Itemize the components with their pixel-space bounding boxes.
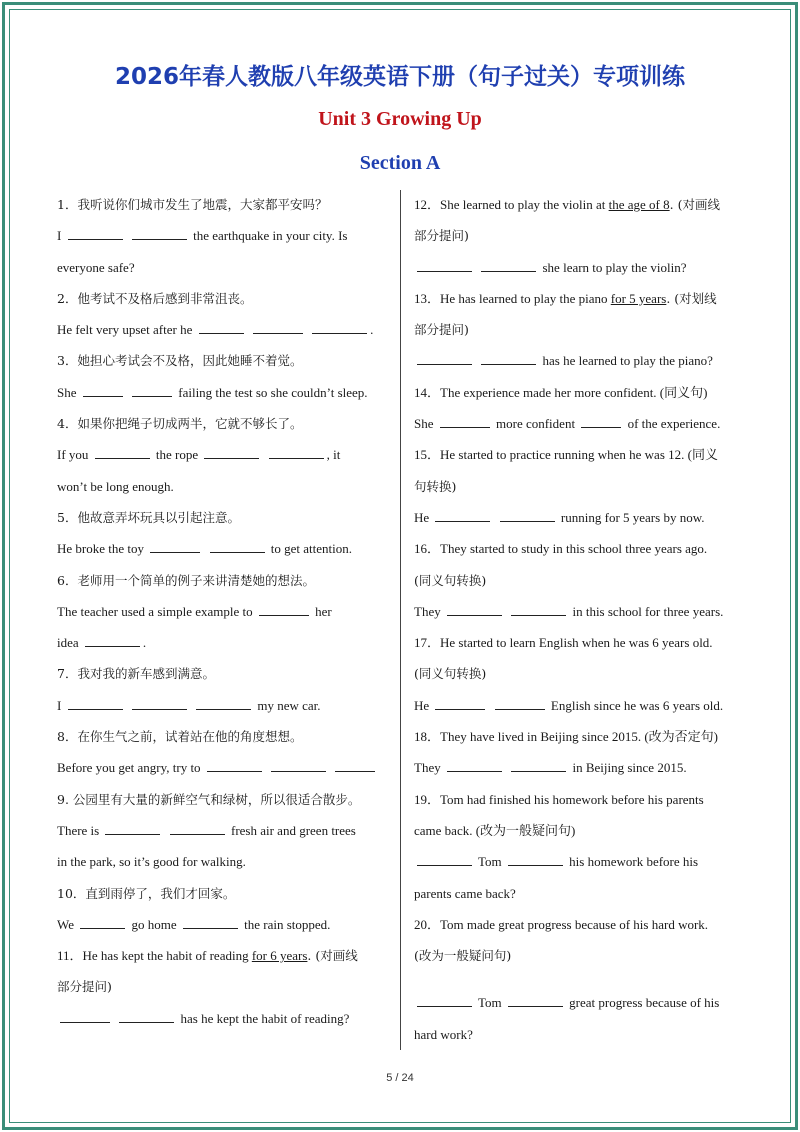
question-6-prompt: 6．老师用一个简单的例子来讲清楚她的想法。 — [57, 572, 315, 588]
answer-text: won’t be long enough. — [57, 478, 174, 494]
answer-blank[interactable] — [511, 759, 566, 772]
answer-text: I — [57, 228, 62, 244]
underlined-phrase: the age of 8 — [608, 197, 670, 212]
answer-text: in the park, so it’s good for walking. — [57, 854, 246, 870]
page-title: 2026年春人教版八年级英语下册（句子过关）专项训练 — [114, 64, 685, 90]
answer-text: his homework before his — [569, 854, 699, 870]
answer-text: She — [57, 384, 77, 400]
question-11-answer — [57, 1003, 387, 1034]
answer-text: English since he was 6 years old. — [550, 697, 724, 713]
question-1-prompt: 1．我听说你们城市发生了地震，大家都平安吗？ — [57, 197, 328, 212]
question-9-prompt: 9. 公园里有大量的新鲜空气和绿树，所以很适合散步。 — [57, 791, 361, 807]
unit-heading: Unit 3 Growing Up — [318, 108, 482, 130]
question-17-answer — [414, 690, 749, 721]
answer-text: Before you get angry, try to — [57, 760, 201, 776]
prompt-text: . (对划线 — [666, 290, 717, 306]
prompt-text: 12．She learned to play the violin at — [414, 197, 606, 212]
answer-blank[interactable] — [435, 509, 490, 522]
answer-blank[interactable] — [269, 446, 324, 459]
answer-blank[interactable] — [440, 415, 490, 428]
answer-blank[interactable] — [271, 759, 326, 772]
answer-text: , it — [326, 447, 341, 463]
answer-blank[interactable] — [312, 321, 367, 334]
question-3-answer — [57, 377, 387, 408]
answer-blank[interactable] — [60, 1010, 110, 1023]
answer-blank[interactable] — [183, 916, 238, 929]
prompt-text: 部分提问) — [57, 979, 112, 995]
underlined-phrase: for 6 years — [251, 948, 308, 964]
answer-text: I — [57, 697, 62, 713]
prompt-text: came back. (改为一般疑问句) — [414, 822, 576, 838]
answer-text: has he kept the habit of reading? — [180, 1010, 350, 1026]
answer-blank[interactable] — [85, 634, 140, 647]
answer-text: to get attention. — [270, 541, 352, 557]
prompt-text: (同义句转换) — [414, 572, 487, 588]
answer-blank[interactable] — [204, 446, 259, 459]
answer-blank[interactable] — [259, 603, 309, 616]
question-4-prompt: 4．如果你把绳子切成两半，它就不够长了。 — [57, 416, 303, 432]
question-3-prompt: 3．她担心考试会不及格，因此她睡不着觉。 — [57, 353, 303, 369]
answer-blank[interactable] — [508, 994, 563, 1007]
answer-text: We — [57, 916, 74, 932]
prompt-text: 部分提问) — [414, 322, 469, 338]
question-15-answer — [414, 502, 749, 533]
answer-blank[interactable] — [95, 446, 150, 459]
answer-text: He — [414, 697, 430, 713]
answer-blank[interactable] — [435, 697, 485, 710]
answer-blank[interactable] — [417, 259, 472, 272]
answer-blank[interactable] — [417, 994, 472, 1007]
answer-text: running for 5 years by now. — [560, 509, 705, 525]
answer-blank[interactable] — [196, 697, 251, 710]
question-19-answer — [414, 846, 749, 877]
question-6-answer-cont: idea . — [57, 635, 147, 651]
answer-text: she learn to play the violin? — [542, 259, 687, 275]
answer-blank[interactable] — [132, 384, 172, 397]
question-4-answer — [57, 439, 387, 470]
answer-text: has he learned to play the piano? — [542, 353, 713, 369]
question-5-answer — [57, 533, 387, 564]
answer-blank[interactable] — [105, 822, 160, 835]
answer-text: hard work? — [414, 1026, 473, 1042]
prompt-text: (改为一般疑问句) — [414, 948, 512, 964]
question-9-answer — [57, 815, 387, 846]
prompt-text: (同义句转换) — [414, 666, 487, 682]
answer-blank[interactable] — [495, 697, 545, 710]
answer-blank[interactable] — [132, 227, 187, 240]
question-16-prompt: 16．They started to study in this school three years ago. — [414, 541, 708, 557]
answer-blank[interactable] — [119, 1010, 174, 1023]
answer-text: go home — [131, 916, 177, 932]
question-8-prompt: 8．在你生气之前，试着站在他的角度想想。 — [57, 729, 303, 745]
answer-blank[interactable] — [481, 259, 536, 272]
answer-text: If you — [57, 447, 89, 463]
prompt-text: 句转换) — [414, 478, 457, 494]
underlined-phrase: for 5 years — [610, 290, 667, 306]
right-column — [414, 189, 749, 1050]
answer-text: They — [414, 760, 441, 776]
answer-text: failing the test so she couldn’t sleep. — [178, 384, 368, 400]
answer-blank[interactable] — [210, 540, 265, 553]
answer-text: There is — [57, 822, 100, 838]
answer-blank[interactable] — [335, 759, 375, 772]
question-13-answer — [414, 345, 749, 376]
question-18-answer — [414, 752, 749, 783]
prompt-text: 11．He has kept the habit of reading — [57, 948, 249, 964]
answer-text: her — [315, 603, 332, 619]
answer-blank[interactable] — [417, 853, 472, 866]
question-2-prompt: 2．他考试不及格后感到非常沮丧。 — [57, 290, 253, 306]
question-20-prompt: 20．Tom made great progress because of his hard work. — [414, 916, 709, 932]
column-divider — [400, 190, 401, 1050]
answer-blank[interactable] — [83, 384, 123, 397]
question-10-prompt: 10．直到雨停了，我们才回家。 — [57, 885, 236, 901]
prompt-text: 13．He has learned to play the piano — [414, 290, 608, 306]
answer-text: He felt very upset after he — [57, 322, 193, 338]
answer-blank[interactable] — [511, 603, 566, 616]
answer-blank[interactable] — [581, 415, 621, 428]
prompt-text: 部分提问) — [414, 228, 469, 244]
left-column — [57, 189, 387, 1034]
answer-text: She — [414, 416, 434, 432]
question-12-answer — [414, 252, 749, 283]
answer-blank[interactable] — [500, 509, 555, 522]
question-8-answer — [57, 752, 387, 783]
question-10-answer — [57, 909, 387, 940]
answer-blank[interactable] — [199, 321, 244, 334]
page-number: 5 / 24 — [386, 1072, 414, 1084]
answer-text: everyone safe? — [57, 259, 135, 275]
answer-text: of the experience. — [627, 416, 721, 432]
question-6-answer — [57, 596, 387, 627]
answer-text: great progress because of his — [569, 995, 720, 1011]
question-14-prompt: 14．The experience made her more confident. (同义句) — [414, 384, 708, 400]
answer-blank[interactable] — [481, 352, 536, 365]
question-1-answer — [57, 220, 387, 251]
answer-blank[interactable] — [447, 759, 502, 772]
question-12-prompt — [414, 189, 749, 220]
answer-text: fresh air and green trees — [230, 822, 356, 838]
question-7-answer — [57, 690, 387, 721]
answer-text: in this school for three years. — [572, 603, 724, 619]
answer-text: the earthquake in your city. Is — [193, 228, 348, 244]
answer-text: They — [414, 603, 441, 619]
question-19-prompt: 19．Tom had finished his homework before his parents — [414, 791, 704, 807]
answer-text: The teacher used a simple example to — [57, 603, 253, 619]
answer-text: Tom — [478, 995, 502, 1011]
answer-text: in Beijing since 2015. — [572, 760, 687, 776]
answer-text: He — [414, 509, 430, 525]
answer-blank[interactable] — [150, 540, 200, 553]
question-2-answer: He felt very upset after he . — [57, 322, 374, 338]
question-17-prompt: 17．He started to learn English when he was 6 years old. — [414, 635, 713, 651]
prompt-text: . (对画线 — [307, 948, 358, 964]
answer-blank[interactable] — [508, 853, 563, 866]
question-14-answer — [414, 408, 749, 439]
question-7-prompt: 7．我对我的新车感到满意。 — [57, 666, 215, 682]
question-18-prompt: 18．They have lived in Beijing since 2015. (改为否定句) — [414, 729, 719, 745]
question-11-prompt — [57, 940, 387, 971]
question-13-prompt — [414, 283, 749, 314]
answer-blank[interactable] — [207, 759, 262, 772]
answer-text: He broke the toy — [57, 541, 145, 557]
answer-text: idea — [57, 635, 79, 651]
answer-blank[interactable] — [80, 916, 125, 929]
question-5-prompt: 5．他故意弄坏玩具以引起注意。 — [57, 509, 240, 525]
answer-text: the rope — [155, 447, 199, 463]
answer-text: parents came back? — [414, 885, 516, 901]
answer-text: Tom — [478, 854, 502, 870]
answer-blank[interactable] — [68, 227, 123, 240]
question-16-answer — [414, 596, 749, 627]
prompt-text: . (对画线 — [669, 197, 720, 212]
section-heading: Section A — [359, 152, 441, 174]
answer-text: the rain stopped. — [244, 916, 331, 932]
question-20-answer — [414, 987, 749, 1018]
answer-blank[interactable] — [132, 697, 187, 710]
answer-blank[interactable] — [447, 603, 502, 616]
answer-blank[interactable] — [253, 321, 303, 334]
answer-blank[interactable] — [417, 352, 472, 365]
question-15-prompt: 15．He started to practice running when he was 12. (同义 — [414, 447, 718, 463]
answer-blank[interactable] — [68, 697, 123, 710]
answer-text: more confident — [496, 416, 576, 432]
answer-blank[interactable] — [170, 822, 225, 835]
answer-text: my new car. — [257, 697, 321, 713]
